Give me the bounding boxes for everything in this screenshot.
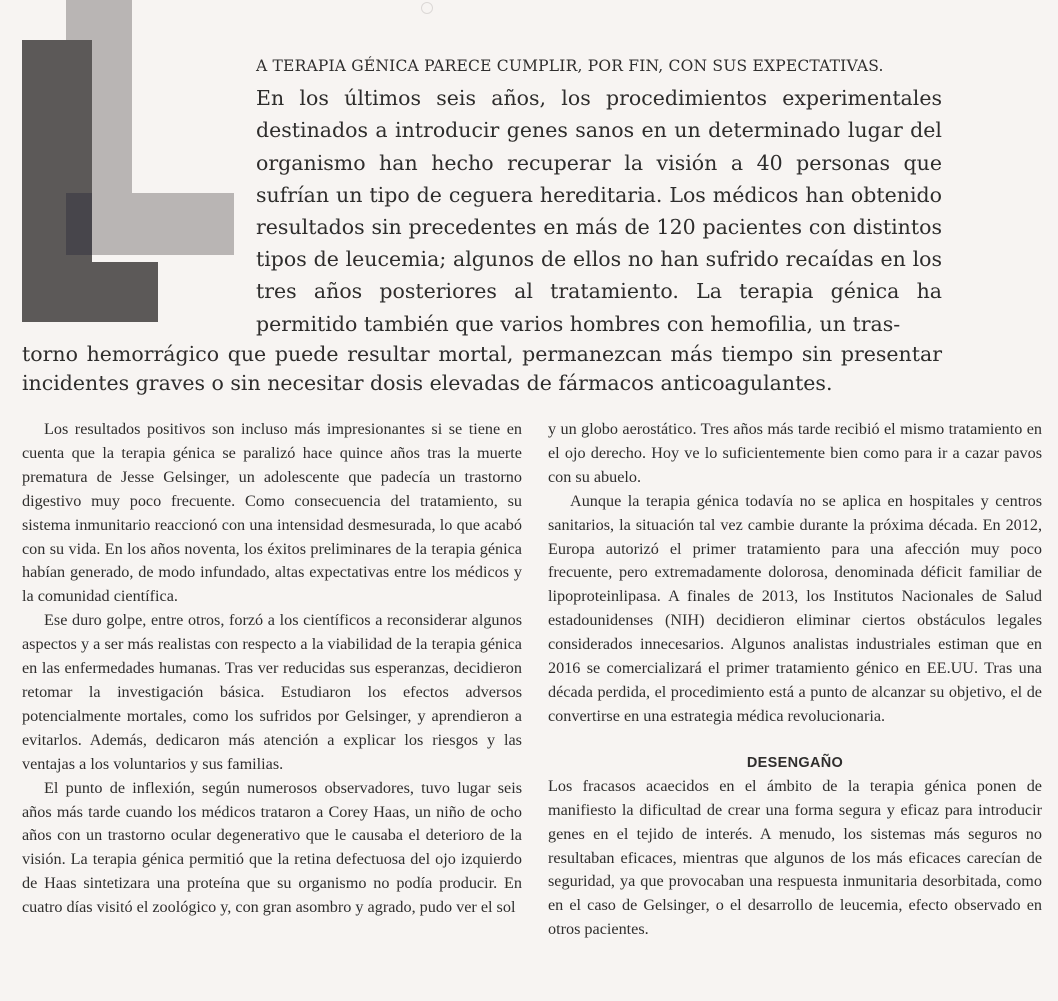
left-column xyxy=(22,418,522,920)
page-mark xyxy=(421,2,433,14)
body-paragraph: y un globo aerostático. Tres años más tarde recibió el mismo tratamiento en el ojo derecho. Hoy ve lo suficientemente bien como para ir a cazar pavos con su abuelo. xyxy=(548,420,1042,486)
body-paragraph: El punto de inflexión, según numerosos observadores, tuvo lugar seis años más tarde cuando los médicos trataron a Corey Haas, un niño de ocho años con un trastorno ocular degenerativo que le causaba el deterioro de la visión. La terapia génica permitió que la retina defectuosa del ojo izquierdo de Haas sintetizara una proteína que su organismo no podía producir. En cuatro días visitó el zoológico y, con gran asombro y agrado, pudo ver el sol xyxy=(22,778,522,917)
section-heading: DESENGAÑO xyxy=(746,754,844,771)
lead-paragraph xyxy=(256,50,942,340)
section-paragraph: Los fracasos acaecidos en el ámbito de la terapia génica ponen de manifiesto la dificultad de crear una forma segura y eficaz para introducir genes en el tejido de interés. A menudo, los sistemas más seguros no resultaban eficaces, mientras que algunos de los más eficaces carecían de seguridad, ya que provocaban una respuesta inmunitaria desorbitada, como en el caso de Gelsinger, o el desarrollo de leucemia, efecto observado en otros pacientes. xyxy=(548,776,1042,939)
dropcap-foot xyxy=(22,262,158,322)
lead-smallcaps: A TERAPIA GÉNICA PARECE CUMPLIR, POR FIN, CON SUS EXPECTATIVAS. xyxy=(256,57,884,75)
lead-text: En los últimos seis años, los procedimientos experimentales destinados a introducir genes sanos en un determinado lugar del organismo han hecho recuperar la visión a 40 personas que sufrían un tipo de ceguera hereditaria. Los médicos han obtenido resultados sin precedentes en más de 120 pacientes con distintos tipos de leucemia; algunos de ellos no han sufrido recaídas en los tres años posteriores al tratamiento. La terapia génica ha permitido también que varios hombres con hemofilia, un tras- xyxy=(256,86,942,336)
lead-paragraph-tail: torno hemorrágico que puede resultar mortal, permanezcan más tiempo sin presentar incidentes graves o sin necesitar dosis elevadas de fármacos anticoagulantes. xyxy=(22,342,942,395)
body-paragraph: Ese duro golpe, entre otros, forzó a los científicos a reconsiderar algunos aspectos y a ser más realistas con respecto a la viabilidad de la terapia génica en las enfermedades humanas. Tras ver reducidas sus esperanzas, decidieron retomar la investigación básica. Estudiaron los efectos adversos potencialmente mortales, como los sufridos por Gelsinger, y aprendieron a evitarlos. Además, dedicaron más atención a explicar los riesgos y las ventajas a los voluntarios y sus familias. xyxy=(22,611,522,773)
dropcap-overlap xyxy=(66,193,92,255)
dropcap-letter-l xyxy=(0,0,236,322)
body-paragraph: Los resultados positivos son incluso más impresionantes si se tiene en cuenta que la terapia génica se paralizó hace quince años tras la muerte prematura de Jesse Gelsinger, un adolescente que padecía un trastorno digestivo muy poco frecuente. Como consecuencia del tratamiento, su sistema inmunitario reaccionó con una intensidad desmesurada, lo que acabó con su vida. En los años noventa, los éxitos preliminares de la terapia génica habían generado, de modo infundado, altas expectativas entre los médicos y la comunidad científica. xyxy=(22,420,522,606)
right-column xyxy=(548,418,1042,942)
body-paragraph: Aunque la terapia génica todavía no se aplica en hospitales y centros sanitarios, la situación tal vez cambie durante la próxima década. En 2012, Europa autorizó el primer tratamiento para una afección muy poco frecuente, pero extremadamente dolorosa, denominada déficit familiar de lipoproteinlipasa. A finales de 2013, los Institutos Nacionales de Salud estadounidenses (NIH) decidieron eliminar ciertos obstáculos legales considerados innecesarios. Algunos analistas industriales estiman que en 2016 se comercializará el primer tratamiento génico en EE.UU. Tras una década perdida, el procedimiento está a punto de alcanzar su objetivo, el de convertirse en una estrategia médica revolucionaria. xyxy=(548,491,1042,725)
